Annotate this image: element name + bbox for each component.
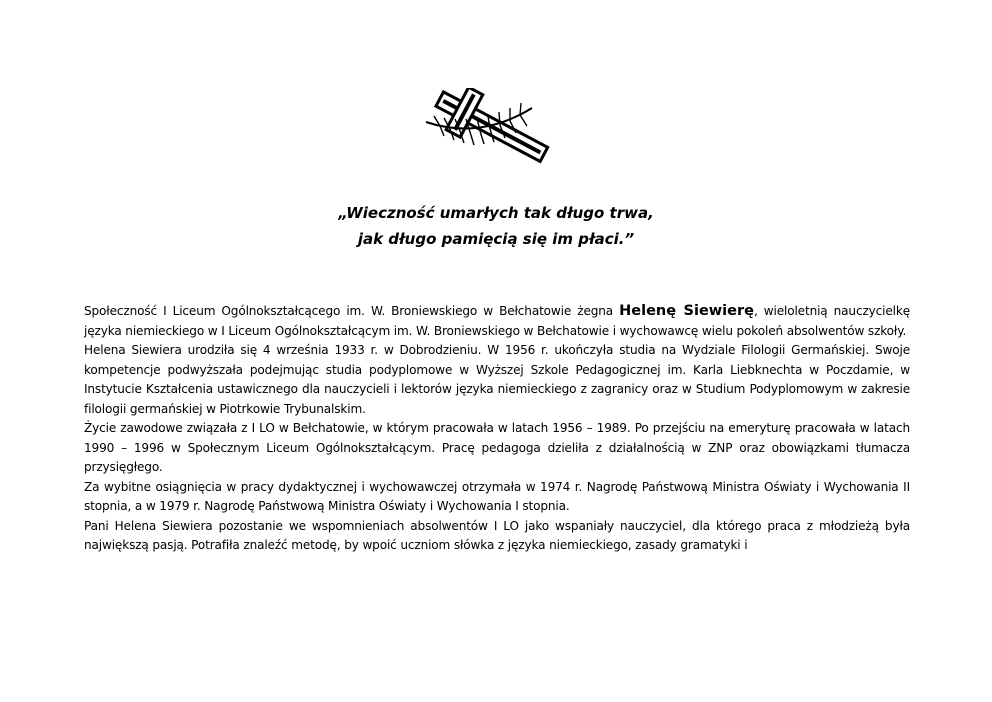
motto-line-1: „Wieczność umarłych tak długo trwa, [338,204,654,222]
paragraph-farewell [84,302,910,341]
cross-with-palm-branch-icon [420,88,560,168]
obituary-text [84,302,910,556]
paragraph-remembrance: Pani Helena Siewiera pozostanie we wspomnieniach absolwentów I LO jako wspaniały nauczyciel, dla którego praca z młodzieżą była największą pasją. Potrafiła znaleźć metodę, by wpoić uczniom słówka z języka niemieckiego, zasady gramatyki i [84,518,910,552]
motto-line-2: jak długo pamięcią się im płaci.” [357,230,635,248]
paragraph-farewell-intro: Społeczność I Liceum Ogólnokształcącego im. W. Broniewskiego w Bełchatowie żegna [84,304,620,318]
paragraph-farewell-rest: , wieloletnią nauczycielkę języka niemieckiego w I Liceum Ogólnokształcącym im. W. Broniewskiego w Bełchatowie i wychowawcę wielu pokoleń absolwentów szkoły. [84,304,911,338]
deceased-name: Helenę Siewierę [619,303,754,319]
paragraph-career: Życie zawodowe związała z I LO w Bełchatowie, w którym pracowała w latach 1956 – 1989. Po przejściu na emeryturę pracowała w latach 1990 – 1996 w Społecznym Liceum Ogólnokształcącym. Pracę pedagoga dzieliła z działalnością w ZNP oraz obowiązkami tłumacza przysięgłego. [84,421,910,474]
paragraph-awards: Za wybitne osiągnięcia w pracy dydaktycznej i wychowawczej otrzymała w 1974 r. Nagrodę Państwową Ministra Oświaty i Wychowania II stopnia, a w 1979 r. Nagrodę Państwową Ministra Oświaty i Wychowania I stopnia. [84,479,910,513]
motto-quote [0,200,992,252]
paragraph-biography: Helena Siewiera urodziła się 4 września 1933 r. w Dobrodzieniu. W 1956 r. ukończyła studia na Wydziale Filologii Germańskiej. Swoje kompetencje podwyższała podejmując studia podyplomowe w Wyższej Szkole Pedagogicznej im. Karla Liebknechta w Poczdamie, w Instytucie Kształcenia ustawicznego dla nauczycieli i lektorów języka niemieckiego z zagranicy oraz w Studium Podyplomowym w zakresie filologii germańskiej w Piotrkowie Trybunalskim. [84,343,910,416]
